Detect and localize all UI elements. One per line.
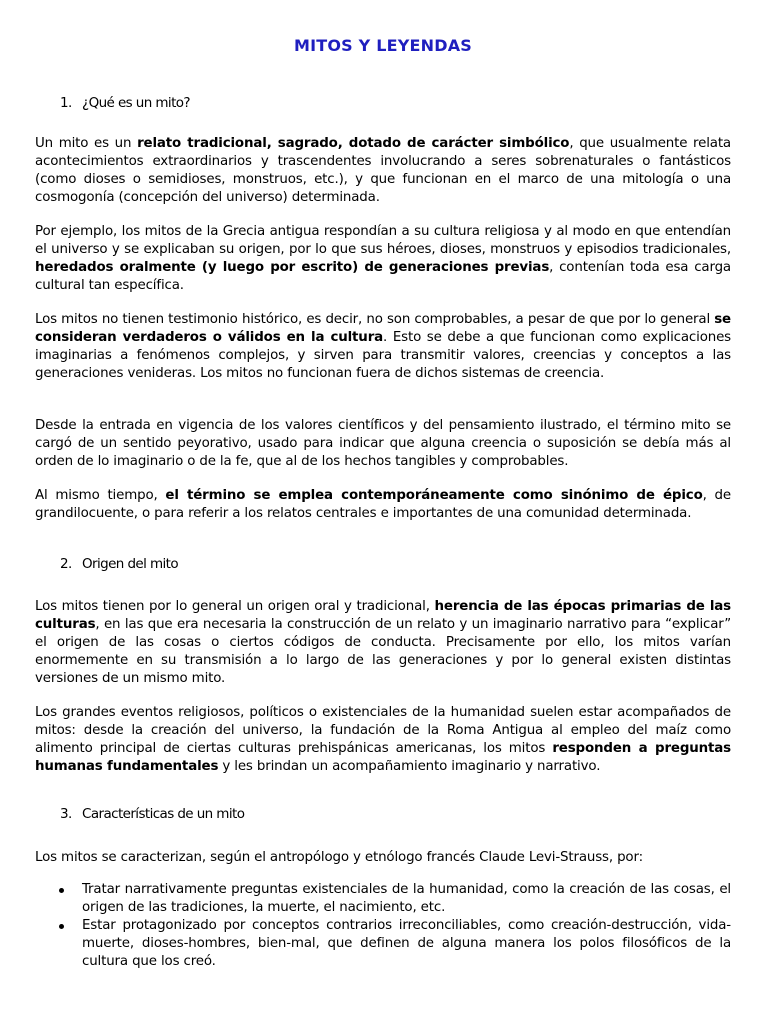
text-run: y les brindan un acompañamiento imaginario y narrativo. — [218, 759, 601, 774]
bold-text: el término se emplea contemporáneamente como sinónimo de épico — [165, 488, 703, 503]
bold-text: relato tradicional, sagrado, dotado de carácter simbólico — [137, 136, 570, 151]
text-run: Al mismo tiempo, — [35, 488, 166, 503]
bold-text: se consideran verdaderos o válidos en la cultura — [35, 312, 731, 345]
paragraph-4 — [35, 417, 731, 471]
section-number: 3. — [60, 806, 72, 822]
section-heading-1 — [60, 95, 190, 111]
bold-text: herencia de las épocas primarias de las culturas — [35, 599, 731, 632]
paragraph-8 — [35, 849, 731, 867]
paragraph-1 — [35, 135, 731, 207]
text-run: , de grandilocuente, o para referir a los relatos centrales e importantes de una comunidad determinada. — [35, 488, 732, 521]
section-heading-3 — [60, 806, 244, 822]
section-title: Características de un mito — [82, 806, 245, 822]
text-run: Los mitos tienen por lo general un origen oral y tradicional, — [35, 599, 435, 614]
paragraph-5 — [35, 487, 731, 523]
section-title: ¿Qué es un mito? — [82, 95, 190, 111]
list-item — [35, 881, 731, 917]
bold-text: heredados oralmente (y luego por escrito) de generaciones previas — [35, 260, 550, 275]
section-heading-2 — [60, 556, 178, 572]
section-number: 1. — [60, 95, 72, 111]
list-item-text: Estar protagonizado por conceptos contrarios irreconciliables, como creación-destrucción, vida-muerte, dioses-hombres, bien-mal, que definen de alguna manera los polos filosóficos de la cultura que los creó. — [82, 918, 731, 969]
text-run: Por ejemplo, los mitos de la Grecia antigua respondían a su cultura religiosa y al modo en que entendían el universo y se explicaban su origen, por lo que sus héroes, dioses, monstruos y episodios tradicionales, — [35, 224, 731, 257]
paragraph-6 — [35, 598, 731, 688]
paragraph-7 — [35, 704, 731, 776]
text-run: Los mitos no tienen testimonio histórico, es decir, no son comprobables, a pesar de que por lo general — [35, 312, 715, 327]
section-title: Origen del mito — [82, 556, 179, 572]
bullet-icon — [59, 888, 64, 893]
text-run: Los grandes eventos religiosos, políticos o existenciales de la humanidad suelen estar acompañados de mitos: desde la creación del universo, la fundación de la Roma Antigua al empleo del maíz como alimento principal de ciertas culturas prehispánicas americanas, los mitos — [35, 705, 731, 756]
characteristics-list — [35, 881, 731, 971]
paragraph-3 — [35, 311, 731, 383]
list-item-text: Tratar narrativamente preguntas existenciales de la humanidad, como la creación de las cosas, el origen de las tradiciones, la muerte, el nacimiento, etc. — [82, 882, 731, 915]
text-run: . Esto se debe a que funcionan como explicaciones imaginarias a fenómenos complejos, y sirven para transmitir valores, creencias y conceptos a las generaciones venideras. Los mitos no funcionan fuera de dichos sistemas de creencia. — [35, 330, 732, 381]
text-run: Los mitos se caracterizan, según el antropólogo y etnólogo francés Claude Levi-Strauss, por: — [35, 850, 643, 865]
list-item — [35, 917, 731, 971]
bullet-icon — [59, 924, 64, 929]
document-title: MITOS Y LEYENDAS — [293, 36, 473, 55]
text-run: , que usualmente relata acontecimientos extraordinarios y trascendentes involucrando a seres sobrenaturales o fantásticos (como dioses o semidioses, monstruos, etc.), y que funcionan en el marco de una mitología o una cosmogonía (concepción del universo) determinada. — [35, 136, 731, 205]
section-number: 2. — [60, 556, 72, 572]
text-run: , contenían toda esa carga cultural tan específica. — [35, 260, 731, 293]
text-run: , en las que era necesaria la construcción de un relato y un imaginario narrativo para “explicar” el origen de las cosas o ciertos códigos de conducta. Precisamente por ello, los mitos varían enormemente en su transmisión a lo largo de las generaciones y por lo general existen distintas versiones de un mismo mito. — [35, 617, 731, 686]
text-run: Un mito es un — [35, 136, 138, 151]
bold-text: responden a preguntas humanas fundamentales — [35, 741, 731, 774]
paragraph-2 — [35, 223, 731, 295]
text-run: Desde la entrada en vigencia de los valores científicos y del pensamiento ilustrado, el término mito se cargó de un sentido peyorativo, usado para indicar que alguna creencia o suposición se debía más al orden de lo imaginario o de la fe, que al de los hechos tangibles y comprobables. — [35, 418, 731, 469]
